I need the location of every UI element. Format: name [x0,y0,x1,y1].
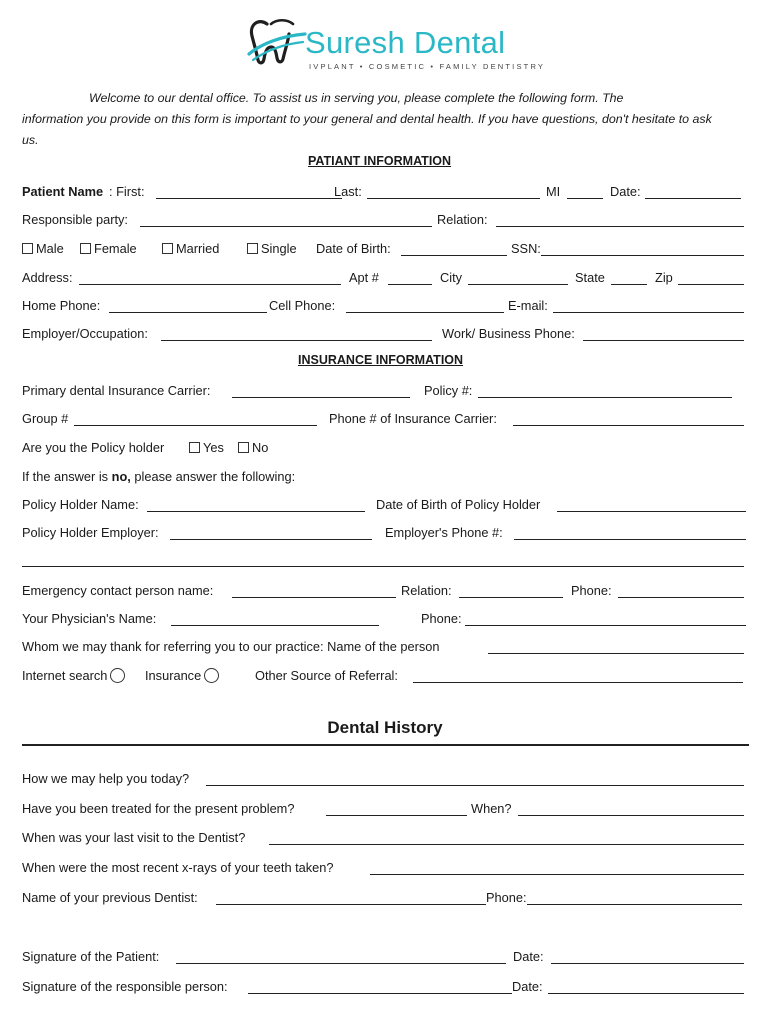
responsible-party-row [22,211,748,231]
address-row [22,269,748,289]
other-source-field[interactable] [413,682,743,683]
state-field[interactable] [611,284,647,285]
treated-label: Have you been treated for the present problem? [22,801,295,816]
apt-label: Apt # [349,270,379,285]
responsible-party-field[interactable] [140,226,432,227]
first-name-label: : First: [109,184,145,199]
single-checkbox[interactable] [247,243,258,254]
physician-phone-field[interactable] [465,625,746,626]
yes-label: Yes [203,440,224,455]
clinic-logo [247,14,546,74]
last-name-field[interactable] [367,198,540,199]
insurance-label: Insurance [145,668,202,683]
home-phone-field[interactable] [109,312,267,313]
employer-label: Employer/Occupation: [22,326,148,341]
emergency-contact-field[interactable] [232,597,396,598]
internet-label: Internet search [22,668,108,683]
carrier-phone-field[interactable] [513,425,744,426]
xrays-row [22,859,748,879]
relation-field[interactable] [496,226,744,227]
intro-rest: information you provide on this form is important to your general and dental health. If you have questions, don't hesitate to ask us. [22,112,712,147]
treated-row [22,800,748,820]
policy-label: Policy #: [424,383,473,398]
responsible-signature-field[interactable] [248,993,512,994]
if-no-pre: If the answer is [22,469,112,484]
responsible-signature-date-label: Date: [512,979,543,994]
patient-signature-date-field[interactable] [551,963,744,964]
address-label: Address: [22,270,73,285]
patient-signature-label: Signature of the Patient: [22,949,160,964]
when-field[interactable] [518,815,744,816]
ssn-label: SSN: [511,241,541,256]
group-row [22,410,748,430]
no-checkbox[interactable] [238,442,249,453]
married-label: Married [176,241,220,256]
prev-phone-field[interactable] [527,904,742,905]
tooth-logo-icon [247,14,307,72]
internet-option[interactable] [22,667,125,685]
date-label: Date: [610,184,641,199]
holder-name-label: Policy Holder Name: [22,497,139,512]
help-row [22,770,748,790]
female-option[interactable] [80,240,137,258]
intro-line-1: Welcome to our dental office. To assist us in serving you, please complete the following form. The [89,91,624,105]
patient-name-label: Patient Name [22,184,104,199]
carrier-label: Primary dental Insurance Carrier: [22,383,211,398]
when-label: When? [471,801,512,816]
help-field[interactable] [206,785,744,786]
carrier-phone-label: Phone # of Insurance Carrier: [329,411,497,426]
help-label: How we may help you today? [22,771,190,786]
holder-dob-label: Date of Birth of Policy Holder [376,497,541,512]
patient-signature-date-label: Date: [513,949,544,964]
patient-signature-row [22,948,748,968]
holder-dob-field[interactable] [557,511,746,512]
prev-dentist-label: Name of your previous Dentist: [22,890,198,905]
patient-info-heading: PATIANT INFORMATION [308,154,452,168]
treated-field[interactable] [326,815,467,816]
address-field[interactable] [79,284,341,285]
responsible-party-label: Responsible party: [22,212,128,227]
internet-radio[interactable] [110,668,125,683]
dental-history-title: Dental History [327,718,443,737]
email-label: E-mail: [508,298,548,313]
mi-field[interactable] [567,198,603,199]
insurance-option[interactable] [145,667,219,685]
patient-signature-field[interactable] [176,963,506,964]
employer-phone-label: Employer's Phone #: [385,525,503,540]
other-source-label: Other Source of Referral: [255,668,398,683]
apt-field[interactable] [388,284,432,285]
physician-phone-label: Phone: [421,611,462,626]
intro-paragraph [22,88,722,151]
if-no-post: please answer the following: [130,469,296,484]
prev-dentist-row [22,889,748,909]
carrier-row [22,382,748,402]
policy-holder-question: Are you the Policy holder [22,440,165,455]
dob-label: Date of Birth: [316,241,391,256]
employer-phone-field[interactable] [514,539,746,540]
single-option[interactable] [247,240,297,258]
cell-phone-field[interactable] [346,312,504,313]
insurance-radio[interactable] [204,668,219,683]
holder-name-field[interactable] [147,511,365,512]
policy-holder-row [22,439,748,459]
city-label: City [440,270,463,285]
zip-field[interactable] [678,284,744,285]
policy-field[interactable] [478,397,732,398]
emergency-relation-label: Relation: [401,583,452,598]
if-no-row [22,468,748,488]
cell-phone-label: Cell Phone: [269,298,336,313]
last-visit-row [22,829,748,849]
employer-field[interactable] [161,340,432,341]
male-label: Male [36,241,64,256]
xrays-field[interactable] [370,874,744,875]
emergency-row [22,582,748,602]
brand-tagline: IVPLANT • COSMETIC • FAMILY DENTISTRY [309,62,546,71]
dental-history-rule [22,744,749,746]
yes-checkbox[interactable] [189,442,200,453]
xrays-label: When were the most recent x-rays of your teeth taken? [22,860,334,875]
responsible-signature-date-field[interactable] [548,993,744,994]
referral-row [22,638,748,658]
prev-dentist-field[interactable] [216,904,486,905]
single-label: Single [261,241,297,256]
responsible-signature-label: Signature of the responsible person: [22,979,228,994]
emergency-phone-field[interactable] [618,597,744,598]
city-field[interactable] [468,284,568,285]
referral-field[interactable] [488,653,744,654]
holder-employer-label: Policy Holder Employer: [22,525,159,540]
emergency-relation-field[interactable] [459,597,563,598]
employer-row [22,325,748,345]
work-phone-field[interactable] [583,340,744,341]
insurance-info-heading: INSURANCE INFORMATION [298,353,464,367]
female-label: Female [94,241,137,256]
first-name-field[interactable] [156,198,342,199]
group-label: Group # [22,411,69,426]
emergency-contact-label: Emergency contact person name: [22,583,214,598]
holder-employer-field[interactable] [170,539,372,540]
carrier-field[interactable] [232,397,410,398]
dob-field[interactable] [401,255,507,256]
male-option[interactable] [22,240,64,258]
last-visit-field[interactable] [269,844,744,845]
referral-source-row [22,667,748,687]
married-checkbox[interactable] [162,243,173,254]
ssn-field[interactable] [541,255,744,256]
married-option[interactable] [162,240,219,258]
holder-employer-row [22,524,748,544]
last-name-label: Last: [334,184,362,199]
patient-name-row [22,183,748,203]
group-field[interactable] [74,425,317,426]
emergency-phone-label: Phone: [571,583,612,598]
zip-label: Zip [655,270,673,285]
home-phone-label: Home Phone: [22,298,101,313]
section-divider [22,566,744,567]
no-label: No [252,440,269,455]
if-no-instruction [22,468,295,486]
relation-label: Relation: [437,212,488,227]
mi-label: MI [546,184,561,199]
no-option[interactable] [238,439,268,457]
phone-row [22,297,748,317]
state-label: State [575,270,605,285]
brand-name: Suresh Dental [305,25,506,60]
physician-field[interactable] [171,625,379,626]
if-no-bold: no, [111,469,131,484]
yes-option[interactable] [189,439,224,457]
date-field[interactable] [645,198,741,199]
physician-label: Your Physician's Name: [22,611,157,626]
referral-label: Whom we may thank for referring you to our practice: Name of the person [22,639,440,654]
male-checkbox[interactable] [22,243,33,254]
prev-phone-label: Phone: [486,890,527,905]
work-phone-label: Work/ Business Phone: [442,326,575,341]
holder-name-row [22,496,748,516]
email-field[interactable] [553,312,744,313]
last-visit-label: When was your last visit to the Dentist? [22,830,246,845]
demographics-row [22,240,748,260]
physician-row [22,610,748,630]
female-checkbox[interactable] [80,243,91,254]
responsible-signature-row [22,978,748,998]
